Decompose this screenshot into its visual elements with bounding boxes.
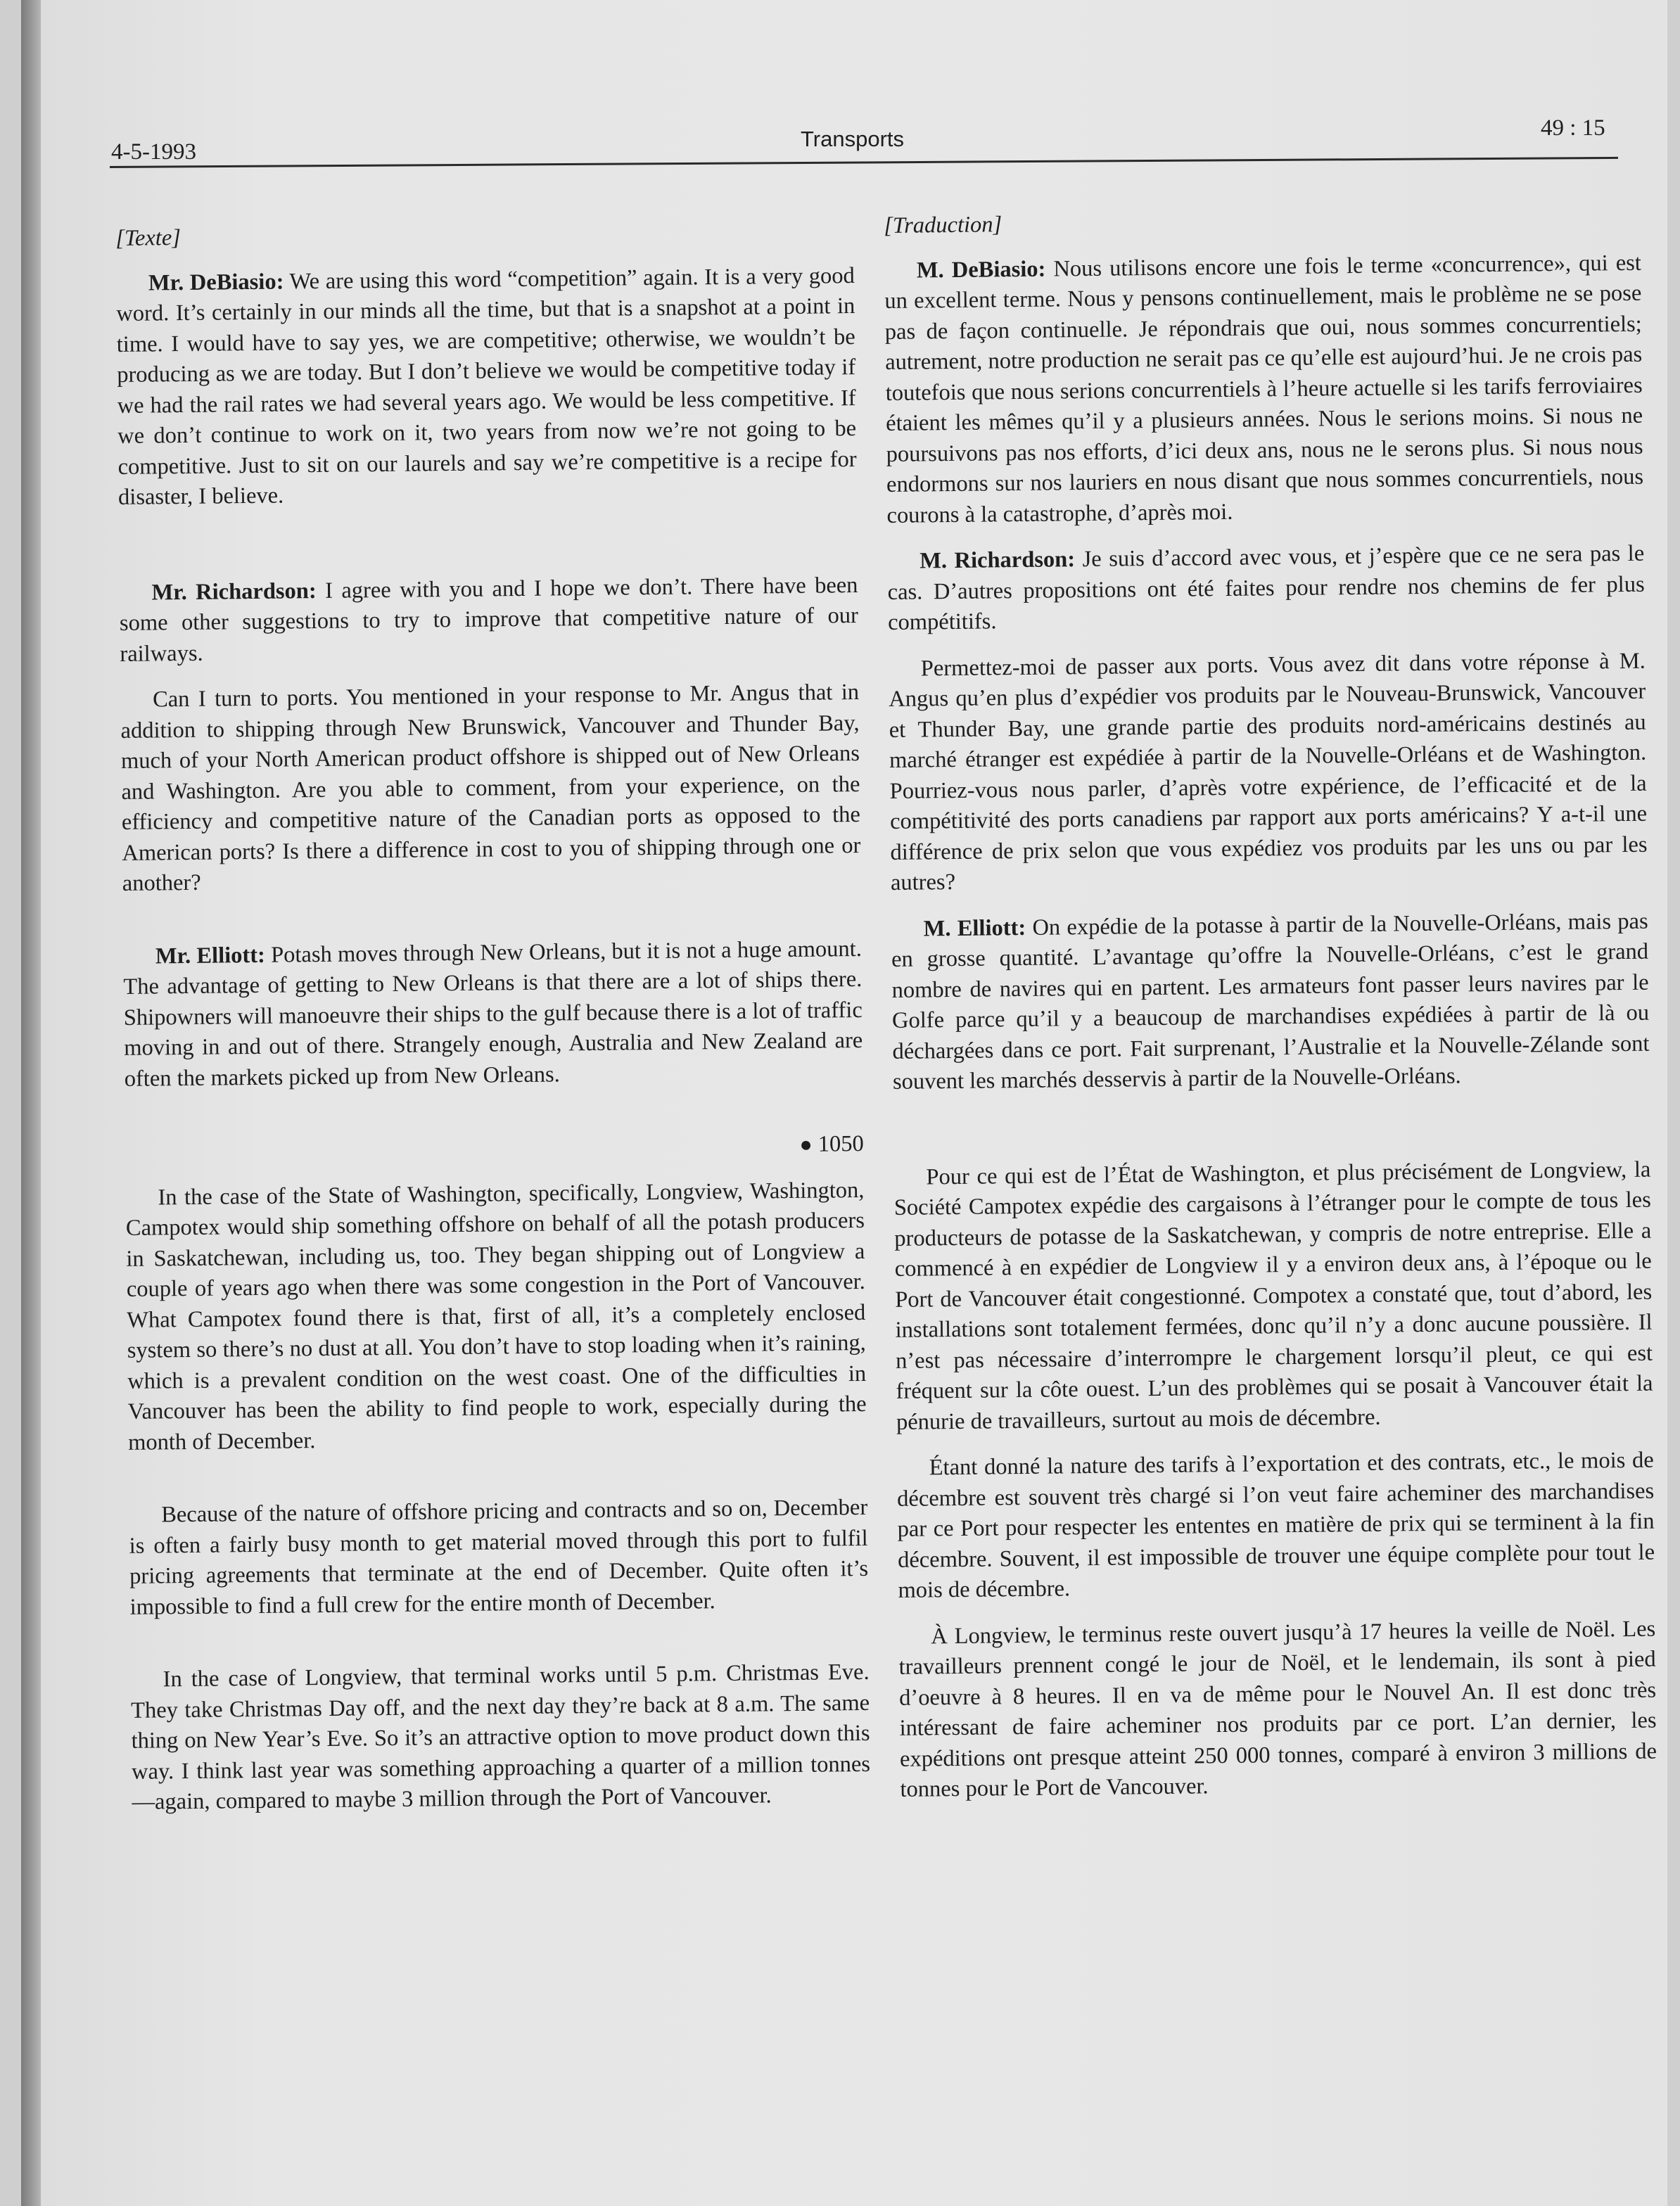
english-paragraph-debiasio <box>116 261 858 514</box>
speaker-name: M. DeBiasio: <box>916 256 1046 283</box>
french-paragraph-richardson <box>887 539 1645 639</box>
french-paragraph-december: Étant donné la nature des tarifs à l’exportation et des contrats, etc., le mois de décembre est souvent très chargé si l’on veut faire acheminer des marchandises par ce Port pour respecter les ententes en matière de prix qui se terminent à la fin décembre. Souvent, il est impossible de trouver une équipe complète pour tout le mois de décembre. <box>896 1447 1655 1603</box>
english-paragraph-washington: In the case of the State of Washington, specifically, Longview, Washington, Campotex would ship something offshore on behalf of all the potash producers in Saskatchewan, including us, too. They began shipping out of Longview a couple of years ago when there was some congestion in the Port of Vancouver. What Campotex found there is that, first of all, it’s a completely enclosed system so there’s no dust at all. You don’t have to stop loading when it’s raining, which is a prevalent condition on the west coast. One of the difficulties in Vancouver has been the ability to find people to work, especially during the month of December. <box>125 1177 867 1455</box>
speaker-name: Mr. DeBiasio: <box>148 268 284 296</box>
paragraph-text: Je suis d’accord avec vous, et j’espère que ce ne sera pas le cas. D’autres propositions ont été faites pour rendre nos chemins de fer plus compétitifs. <box>887 540 1645 635</box>
french-column <box>884 203 1657 1806</box>
english-paragraph-elliott <box>123 933 863 1094</box>
french-paragraph-ports-question: Permettez-moi de passer aux ports. Vous avez dit dans votre réponse à M. Angus qu’en plus d’expédier vos produits par le Nouveau-Brunswick, Vancouver et Thunder Bay, une grande partie des produits nord-américains destinés au marché étranger est expédiée à partir de la Nouvelle-Orléans et de Washington. Pourriez-vous nous parler, d’après votre expérience, de l’efficacité et de la compétitivité des ports canadiens par rapport aux ports américains? Y a-t-il une différence de prix selon que vous expédiez vos produits par les uns ou par les autres? <box>889 648 1648 895</box>
speaker-name: Mr. Elliott: <box>155 942 266 969</box>
english-column <box>115 216 871 1818</box>
english-paragraph-december: Because of the nature of offshore pricing and contracts and so on, December is often a fairly busy month to get material moved through this port to fulfil pricing agreements that terminate at the end of December. Quite often it’s impossible to find a full crew for the entire month of December. <box>129 1494 869 1620</box>
paragraph-text: I agree with you and I hope we don’t. There have been some other suggestions to try to improve that competitive nature of our railways. <box>119 572 859 667</box>
paragraph-text: On expédie de la potasse à partir de la Nouvelle-Orléans, mais pas en grosse quantité. L’avantage qu’offre la Nouvelle-Orléans, c’est le grand nombre de navires qui en partent. Les armateurs font passer leurs navires par le Golfe parce qu’il y a beaucoup de marchandises expédiées à partir de là ou déchargées dans ce port. Fait surprenant, l’Australie et la Nouvelle-Zélande sont souvent les marchés desservis à partir de la Nouvelle-Orléans. <box>891 908 1650 1095</box>
english-paragraph-richardson <box>119 570 858 669</box>
page-binding-shadow <box>21 0 41 2206</box>
bullet-icon: ● <box>799 1133 813 1156</box>
french-paragraph-washington: Pour ce qui est de l’État de Washington, et plus précisément de Longview, la Société Campotex expédie des cargaisons à l’étranger pour le compte de tous les producteurs de potasse de la Saskatchewan, y compris de notre entreprise. Elle a commencé à en expédier de Longview il y a environ deux ans, à l’époque ou le Port de Vancouver était congestionné. Compotex a constaté que, tout d’abord, les installations sont totalement fermées, donc qu’il n’y a donc aucune poussière. Il n’est pas nécessaire d’interrompre le chargement lorsqu’il pleut, ce qui est fréquent sur la côte ouest. L’un des problèmes qui se posait à Vancouver était la pénurie de travailleurs, surtout au mois de décembre. <box>893 1156 1653 1435</box>
time-marker-value: 1050 <box>817 1130 864 1157</box>
french-paragraph-longview: À Longview, le terminus reste ouvert jusqu’à 17 heures la veille de Noël. Les travailleurs prennent congé le jour de Noël, et le lendemain, ils sont à pied d’oeuvre à 8 heures. Il en va de même pour le Nouvel An. Il est donc très intéressant de faire acheminer nos produits par ce port. L’an dernier, les expéditions ont presque atteint 250 000 tonnes, comparé à environ 3 millions de tonnes pour le Port de Vancouver. <box>898 1616 1657 1802</box>
header-date: 4-5-1993 <box>111 139 196 165</box>
header-title: Transports <box>801 127 905 151</box>
french-paragraph-debiasio <box>884 248 1644 531</box>
english-paragraph-longview: In the case of Longview, that terminal works until 5 p.m. Christmas Eve. They take Christmas Day off, and the next day they’re back at 8 a.m. The same thing on New Year’s Eve. So it’s an attractive option to move product down this way. I think last year was something approaching a quarter of a million tonnes—again, compared to maybe 3 million through the Port of Vancouver. <box>130 1659 871 1815</box>
speaker-name: M. Elliott: <box>923 914 1026 941</box>
speaker-name: M. Richardson: <box>919 547 1076 574</box>
paragraph-text: We are using this word “competition” again. It is a very good word. It’s certainly in our minds all the time, but that is a snapshot at a point in time. I would have to say yes, we are competitive; otherwise, we wouldn’t be producing as we are today. But I don’t believe we would be competitive today if we had the rail rates we had several years ago. We would be less competitive. If we don’t continue to work on it, two years from now we’re not going to be competitive. Just to sit on our laurels and say we’re competitive is a recipe for disaster, I believe. <box>116 262 857 510</box>
speaker-name: Mr. Richardson: <box>151 578 317 605</box>
english-column-label: [Texte] <box>115 225 182 251</box>
english-paragraph-ports-question: Can I turn to ports. You mentioned in your response to Mr. Angus that in addition to shipping through New Brunswick, Vancouver and Thunder Bay, much of your North American product offshore is shipped out of New Orleans and Washington. Are you able to comment, from your experience, on the efficiency and competitive nature of the Canadian ports as opposed to the American ports? Is there a difference in cost to you of shipping through one or another? <box>120 679 861 896</box>
french-column-label: [Traduction] <box>884 212 1003 238</box>
paragraph-text: Potash moves through New Orleans, but it is not a huge amount. The advantage of getting to New Orleans is that there are a lot of ships there. Shipowners will manoeuvre their ships to the gulf because there is a lot of traffic moving in and out of there. Strangely enough, Australia and New Zealand are often the markets picked up from New Orleans. <box>123 936 863 1092</box>
header-rule <box>110 157 1618 168</box>
paragraph-text: Nous utilisons encore une fois le terme «concurrence», qui est un excellent terme. Nous y pensons continuellement, mais le problème ne se pose pas de façon continuelle. Je répondrais que oui, nous sommes concurrentiels; autrement, notre production ne serait pas ce qu’elle est aujourd’hui. Je ne crois pas toutefois que nous serions concurrentiels à l’heure actuelle si les tarifs ferroviaires étaient les mêmes qu’il y a plusieurs années. Nous le serions moins. Si nous ne poursuivons pas nos efforts, d’ici deux ans, nous ne le serons plus. Si nous nous endormons sur nos lauriers en nous disant que nous sommes concurrentiels, nous courons à la catastrophe, d’après moi. <box>884 250 1644 528</box>
header-page-number: 49 : 15 <box>1541 115 1605 141</box>
document-page <box>21 0 1667 2206</box>
french-paragraph-elliott <box>891 906 1650 1097</box>
